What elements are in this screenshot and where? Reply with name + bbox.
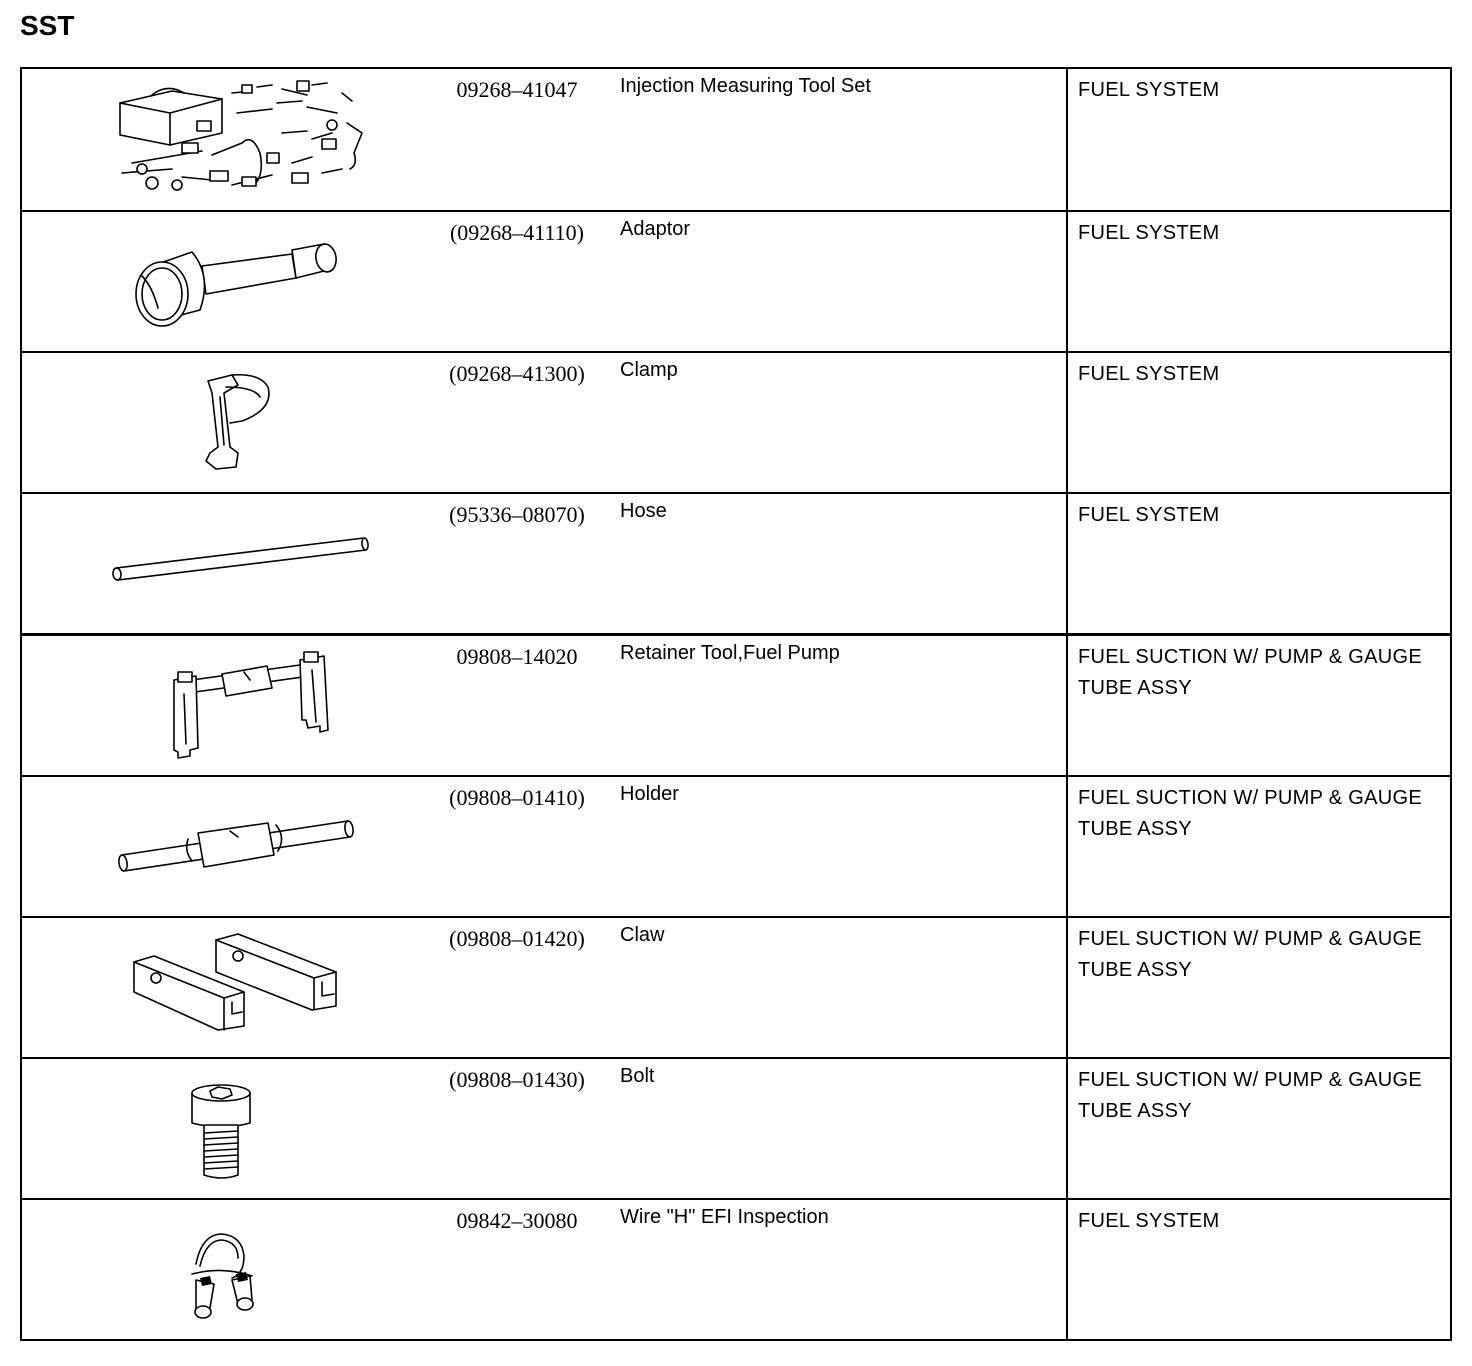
section-cell xyxy=(1067,352,1451,493)
section-cell xyxy=(1067,1058,1451,1199)
section-cell xyxy=(1067,211,1451,352)
section-name: FUEL SUCTION W/ PUMP & GAUGE TUBE ASSY xyxy=(1078,646,1422,699)
tool-name: Injection Measuring Tool Set xyxy=(620,75,871,97)
part-number: 09268–41047 xyxy=(456,77,578,102)
tool-name: Wire "H" EFI Inspection xyxy=(620,1206,829,1228)
section-name: FUEL SYSTEM xyxy=(1078,1210,1220,1232)
section-name: FUEL SUCTION W/ PUMP & GAUGE TUBE ASSY xyxy=(1078,787,1422,840)
tool-cell xyxy=(21,1199,1067,1340)
tool-name: Clamp xyxy=(620,359,678,381)
part-number: (95336–08070) xyxy=(449,502,585,527)
section-name: FUEL SUCTION W/ PUMP & GAUGE TUBE ASSY xyxy=(1078,928,1422,981)
table-row xyxy=(21,776,1451,917)
section-cell xyxy=(1067,776,1451,917)
part-number: 09842–30080 xyxy=(456,1208,578,1233)
part-number: (09808–01420) xyxy=(449,926,585,951)
section-name: FUEL SYSTEM xyxy=(1078,222,1220,244)
bolt-icon xyxy=(92,1063,432,1193)
section-cell xyxy=(1067,68,1451,211)
holder-icon xyxy=(92,781,432,911)
table-row xyxy=(21,493,1451,635)
adaptor-icon xyxy=(92,216,432,346)
table-row xyxy=(21,1058,1451,1199)
tool-cell xyxy=(21,68,1067,211)
tool-name: Hose xyxy=(620,500,667,522)
table-row xyxy=(21,1199,1451,1340)
section-cell xyxy=(1067,635,1451,777)
table-row xyxy=(21,211,1451,352)
tool-name: Claw xyxy=(620,924,665,946)
tool-cell xyxy=(21,352,1067,493)
tool-cell xyxy=(21,493,1067,635)
part-number: (09268–41110) xyxy=(449,220,585,245)
part-number: (09808–01430) xyxy=(449,1067,585,1092)
part-number: (09268–41300) xyxy=(449,361,585,386)
tool-cell xyxy=(21,917,1067,1058)
section-cell xyxy=(1067,917,1451,1058)
section-cell xyxy=(1067,1199,1451,1340)
tool-name: Adaptor xyxy=(620,218,691,240)
table-row xyxy=(21,917,1451,1058)
table-row xyxy=(21,68,1451,211)
section-name: FUEL SYSTEM xyxy=(1078,79,1220,101)
tool-name: Retainer Tool,Fuel Pump xyxy=(620,642,840,664)
tool-cell xyxy=(21,1058,1067,1199)
table-row xyxy=(21,352,1451,493)
claw-icon xyxy=(92,922,432,1052)
tool-cell xyxy=(21,635,1067,777)
tool-name: Bolt xyxy=(620,1065,655,1087)
section-cell xyxy=(1067,493,1451,635)
table-row xyxy=(21,635,1451,777)
part-number: (09808–01410) xyxy=(449,785,585,810)
retainer-tool-icon xyxy=(92,640,432,770)
hose-icon xyxy=(92,498,432,628)
clamp-icon xyxy=(92,357,432,487)
tool-cell xyxy=(21,776,1067,917)
injection-tool-set-icon xyxy=(92,73,432,203)
tool-name: Holder xyxy=(620,783,679,805)
section-name: FUEL SYSTEM xyxy=(1078,363,1220,385)
wire-h-icon xyxy=(92,1204,432,1334)
part-number: 09808–14020 xyxy=(456,644,578,669)
sst-table xyxy=(20,67,1452,1341)
section-name: FUEL SUCTION W/ PUMP & GAUGE TUBE ASSY xyxy=(1078,1069,1422,1122)
page-title: SST xyxy=(20,10,75,41)
tool-cell xyxy=(21,211,1067,352)
section-name: FUEL SYSTEM xyxy=(1078,504,1220,526)
